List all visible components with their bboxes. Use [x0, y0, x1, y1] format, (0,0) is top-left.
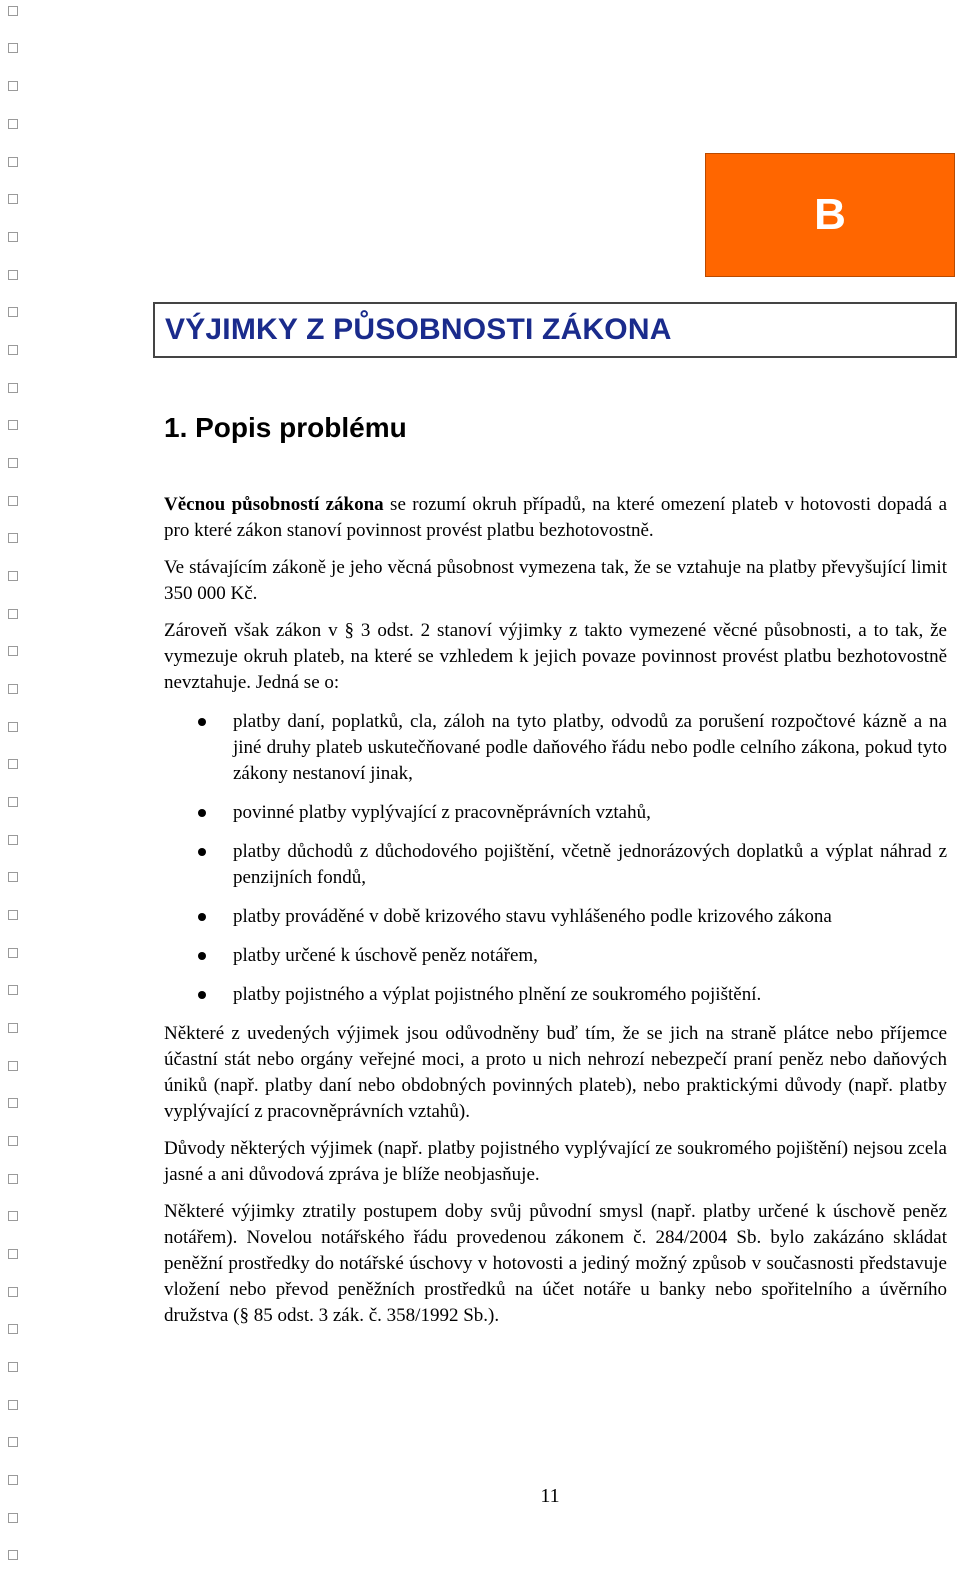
margin-box — [8, 1437, 18, 1447]
margin-box — [8, 345, 18, 355]
margin-box — [8, 1249, 18, 1259]
page-number: 11 — [540, 1485, 560, 1507]
margin-box — [8, 609, 18, 619]
margin-box — [8, 157, 18, 167]
list-item: platby daní, poplatků, cla, záloh na tyto platby, odvodů za porušení rozpočtové kázně a na jiné druhy plateb uskutečňované podle daňového řádu nebo podle celního zákona, pokud tyto zákony nestanoví jinak, — [164, 709, 947, 787]
margin-box — [8, 1211, 18, 1221]
margin-box — [8, 81, 18, 91]
margin-box — [8, 910, 18, 920]
margin-box — [8, 1400, 18, 1410]
bullet-icon — [198, 913, 206, 921]
chapter-badge: B — [705, 153, 955, 277]
paragraph-current-scope: Ve stávajícím zákoně je jeho věcná působnost vymezena tak, že se vztahuje na platby převyšující limit 350 000 Kč. — [164, 557, 947, 604]
bullet-icon — [198, 718, 206, 726]
margin-box — [8, 571, 18, 581]
list-item: platby určené k úschově peněz notářem, — [164, 943, 947, 969]
margin-box — [8, 496, 18, 506]
margin-box — [8, 1324, 18, 1334]
list-item: platby prováděné v době krizového stavu vyhlášeného podle krizového zákona — [164, 904, 947, 930]
paragraph-exceptions-intro: Zároveň však zákon v § 3 odst. 2 stanoví výjimky z takto vymezené věcné působnosti, a to tak, že vymezuje okruh plateb, na které se vzhledem k jejich povaze povinnost provést platbu bezhotovostně nevztahuje. Jedná se o: — [164, 620, 947, 693]
margin-box — [8, 1061, 18, 1071]
margin-box — [8, 1174, 18, 1184]
margin-box — [8, 43, 18, 53]
margin-box — [8, 872, 18, 882]
margin-box — [8, 835, 18, 845]
margin-box — [8, 722, 18, 732]
margin-box — [8, 232, 18, 242]
margin-box — [8, 684, 18, 694]
margin-box — [8, 1362, 18, 1372]
margin-box — [8, 1550, 18, 1560]
paragraph-unclear-reasons: Důvody některých výjimek (např. platby pojistného vyplývající ze soukromého pojištění) nejsou zcela jasné a ani důvodová zpráva je blíže neobjasňuje. — [164, 1138, 947, 1185]
margin-box — [8, 420, 18, 430]
exceptions-list — [164, 709, 947, 1008]
margin-box — [8, 948, 18, 958]
margin-box — [8, 1513, 18, 1523]
margin-box — [8, 797, 18, 807]
margin-box — [8, 270, 18, 280]
margin-box — [8, 194, 18, 204]
margin-box — [8, 1098, 18, 1108]
margin-box — [8, 1475, 18, 1485]
margin-box — [8, 985, 18, 995]
margin-box — [8, 1023, 18, 1033]
margin-box — [8, 458, 18, 468]
list-item: platby pojistného a výplat pojistného plnění ze soukromého pojištění. — [164, 982, 947, 1008]
bullet-icon — [198, 952, 206, 960]
bold-term: Věcnou působností zákona — [164, 494, 384, 515]
bullet-icon — [198, 991, 206, 999]
list-item: povinné platby vyplývající z pracovněprávních vztahů, — [164, 800, 947, 826]
margin-box — [8, 533, 18, 543]
paragraph-obsolete-exceptions: Některé výjimky ztratily postupem doby svůj původní smysl (např. platby určené k úschově peněz notářem). Novelou notářského řádu provedenou zákonem č. 284/2004 Sb. bylo zakázáno skládat peněžní prostředky do notářské úschovy v hotovosti a jediný možný způsob v současnosti představuje vložení nebo převod peněžních prostředků na účet notáře u banky nebo spořitelního a úvěrního družstva (§ 85 odst. 3 zák. č. 358/1992 Sb.). — [164, 1201, 947, 1326]
chapter-title-box — [153, 302, 957, 358]
body-text — [164, 492, 947, 1340]
section-heading: 1. Popis problému — [164, 412, 407, 443]
margin-box — [8, 646, 18, 656]
paragraph-justification: Některé z uvedených výjimek jsou odůvodněny buď tím, že se jich na straně plátce nebo příjemce účastní stát nebo orgány veřejné moci, a proto u nich nehrozí nebezpečí praní peněz nebo daňových úniků (např. platby daní nebo obdobných povinných plateb), nebo praktickými důvody (např. platby vyplývající z pracovněprávních vztahů). — [164, 1023, 947, 1122]
bullet-icon — [198, 809, 206, 817]
margin-box — [8, 6, 18, 16]
paragraph-text: se rozumí okruh případů, na které omezení plateb v hotovosti dopadá a pro které zákon stanoví povinnost provést platbu bezhotovostně. — [164, 494, 948, 541]
chapter-title: VÝJIMKY Z PŮSOBNOSTI ZÁKONA — [165, 313, 672, 346]
bullet-icon — [198, 848, 206, 856]
margin-box — [8, 119, 18, 129]
margin-box — [8, 1287, 18, 1297]
margin-box — [8, 383, 18, 393]
margin-box — [8, 307, 18, 317]
margin-checkbox-strip — [8, 0, 22, 1584]
paragraph-definition — [164, 492, 947, 544]
list-item: platby důchodů z důchodového pojištění, včetně jednorázových doplatků a výplat náhrad z penzijních fondů, — [164, 839, 947, 891]
margin-box — [8, 1136, 18, 1146]
margin-box — [8, 759, 18, 769]
